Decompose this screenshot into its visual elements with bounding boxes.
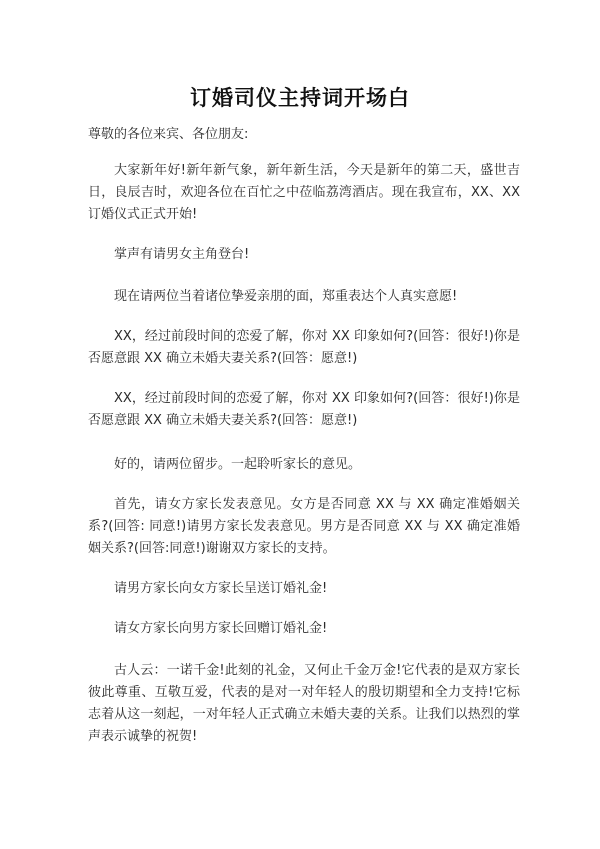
paragraph-parents-opinion: 好的，请两位留步。一起聆听家长的意见。	[114, 457, 362, 472]
paragraph-express-wishes: 现在请两位当着诸位挚爱亲朋的面，郑重表达个人真实意愿!	[114, 289, 458, 304]
document-title: 订婚司仪主持词开场白	[190, 86, 410, 110]
paragraph-groom-gift: 请男方家长向女方家长呈送订婚礼金!	[114, 581, 328, 596]
paragraph-question-two: XX，经过前段时间的恋爱了解，你对 XX 印象如何?(回答：很好!)你是否愿意跟 XX 确立未婚夫妻关系?(回答：愿意!)	[88, 391, 520, 428]
paragraph-bride-gift: 请女方家长向男方家长回赠订婚礼金!	[114, 621, 328, 636]
salutation: 尊敬的各位来宾、各位朋友:	[88, 127, 249, 142]
paragraph-closing: 古人云：一诺千金!此刻的礼金，又何止千金万金!它代表的是双方家长彼此尊重、互敬互爱，代表的是对一对年轻人的殷切期望和全力支持!它标志着从这一刻起，一对年轻人正式确立未婚夫妻的关系。让我们以热烈的掌声表示诚挚的祝贺!	[88, 663, 520, 744]
paragraph-opening: 大家新年好!新年新气象，新年新生活，今天是新年的第二天，盛世吉日，良辰吉时，欢迎各位在百忙之中莅临荔湾酒店。现在我宣布，XX、XX 订婚仪式正式开始!	[88, 163, 520, 222]
paragraph-parents-consent: 首先，请女方家长发表意见。女方是否同意 XX 与 XX 确定准婚姻关系?(回答: 同意!)请男方家长发表意见。男方是否同意 XX 与 XX 确定准婚姻关系?(回答:同意!)谢谢双方家长的支持。	[88, 497, 520, 556]
paragraph-question-one: XX，经过前段时间的恋爱了解，你对 XX 印象如何?(回答：很好!)你是否愿意跟 XX 确立未婚夫妻关系?(回答：愿意!)	[88, 329, 520, 366]
paragraph-invite-couple: 掌声有请男女主角登台!	[114, 247, 250, 262]
